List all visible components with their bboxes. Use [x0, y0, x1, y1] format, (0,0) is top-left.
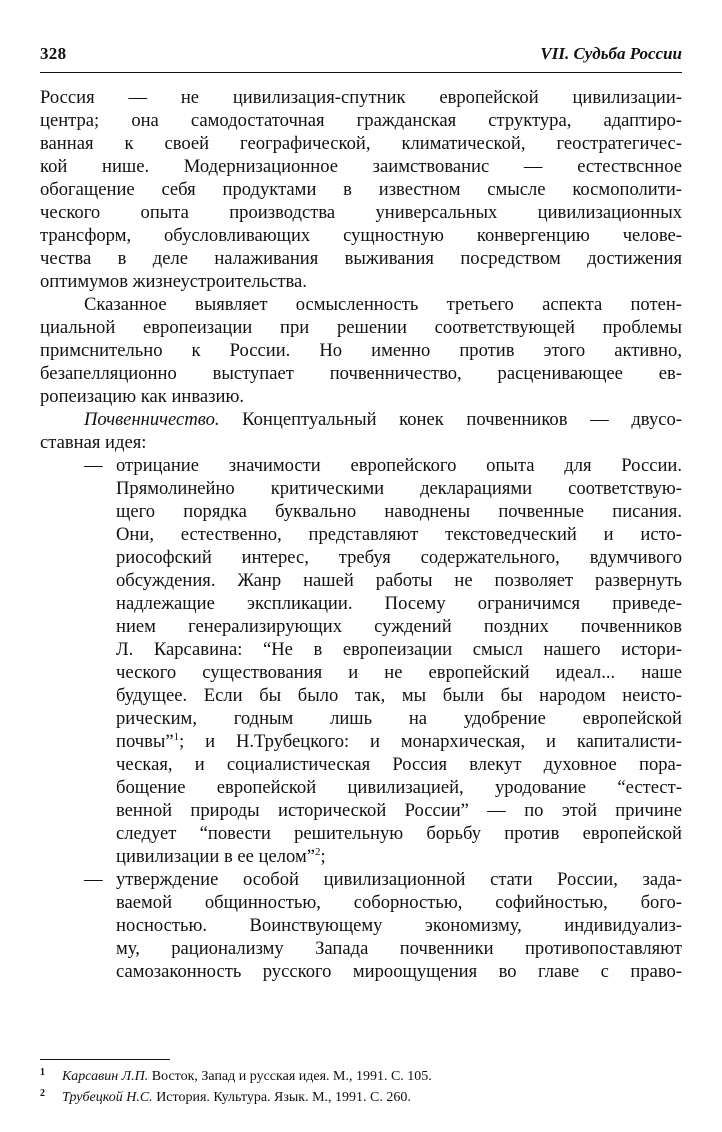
text-line: риософский интерес, требуя содержательного, вдумчивого: [116, 547, 682, 568]
footnote-author: Карсавин Л.П.: [62, 1069, 149, 1084]
list-item-line: [40, 454, 682, 477]
text-line: бощение европейской цивилизацией, уродование “естест-: [116, 777, 682, 798]
text-fragment: отрицание значимости европейского опыта для России.: [116, 455, 682, 476]
footnote-rule: [40, 1059, 170, 1060]
text-fragment: ; и Н.Трубецкого: и монархическая, и капиталисти-: [179, 731, 682, 752]
text-fragment: почвы”: [116, 731, 174, 752]
text-line: му, рационализму Запада почвенники противопоставляют: [116, 938, 682, 959]
text-line: Они, естественно, представляют текстоведческий и исто-: [116, 524, 682, 545]
text-line: безапелляционно выступает почвенничество, расценивающее ев-: [40, 363, 682, 384]
text-line: рическим, годным лишь на удобрение европейской: [116, 708, 682, 729]
text-fragment: цивилизации в ее целом”: [116, 846, 315, 867]
text-line: ческого опыта производства универсальных цивилизационных: [40, 202, 682, 223]
text-line: носностью. Воинствующему экономизму, индивидуализ-: [116, 915, 682, 936]
text-line: венной природы исторической России” — по этой причине: [116, 800, 682, 821]
body-text: [40, 86, 682, 983]
text-line: Прямолинейно критическими декларациями соответствую-: [116, 478, 682, 499]
running-head: VII. Судьба России: [540, 44, 682, 63]
text-fragment: ;: [320, 846, 326, 867]
footnote-author: Трубецкой Н.С.: [62, 1090, 153, 1105]
text-line: кой нише. Модернизационное заимствованис — естествснное: [40, 156, 682, 177]
text-line: ваемой общинностью, соборностью, софийностью, бого-: [116, 892, 682, 913]
text-line: трансформ, обусловливающих сущностную конвергенцию челове-: [40, 225, 682, 246]
text-line: ческая, и социалистическая Россия влекут духовное пора-: [116, 754, 682, 775]
list-dash: —: [84, 869, 103, 890]
page-number: 328: [40, 44, 67, 63]
text-line: щего порядка буквально наводнены почвенные писания.: [116, 501, 682, 522]
list-item-line: [40, 868, 682, 891]
text-line: будущее. Если бы было так, мы были бы народом неисто-: [116, 685, 682, 706]
text-line: чества в деле налаживания выживания посредством достижения: [40, 248, 682, 269]
text-line: следует “повести решительную борьбу против европейской: [116, 823, 682, 844]
footnote-number: 2: [40, 1088, 45, 1099]
text-line: Сказанное выявляет осмысленность третьего аспекта потен-: [84, 294, 682, 315]
text-line: примснительно к России. Но именно против этого активно,: [40, 340, 682, 361]
footnote: [40, 1087, 682, 1108]
text-fragment: Концептуальный конек почвенников — двусо-: [242, 409, 682, 430]
text-line: надлежащие экспликации. Посему ограничимся приведе-: [116, 593, 682, 614]
text-line: центра; она самодостаточная гражданская структура, адаптиро-: [40, 110, 682, 131]
section-term: Почвенничество.: [84, 409, 220, 430]
text-line: обсуждения. Жанр нашей работы не позволяет развернуть: [116, 570, 682, 591]
text-line: Л. Карсавина: “Не в европеизации смысл нашего истори-: [116, 639, 682, 660]
text-line: самозаконность русского мироощущения во главе с право-: [116, 961, 682, 982]
text-line: ческого существования и не европейский идеал... наше: [116, 662, 682, 683]
footnote-number: 1: [40, 1067, 45, 1078]
footnote-ref: 2: [314, 846, 321, 858]
page-header: [40, 44, 682, 70]
text-line: [40, 730, 682, 753]
footnote-text: История. Культура. Язык. М., 1991. С. 260.: [156, 1090, 411, 1105]
footnotes: [40, 1066, 682, 1108]
text-line: [40, 408, 682, 431]
header-rule: [40, 72, 682, 73]
text-line: Россия — не цивилизация-спутник европейской цивилизации-: [40, 87, 682, 108]
footnote: [40, 1066, 682, 1087]
text-line: нием генерализирующих суждений поздних почвенников: [116, 616, 682, 637]
text-line: циальной европеизации при решении соответствующей проблемы: [40, 317, 682, 338]
text-line: оптимумов жизнеустроительства.: [40, 271, 307, 292]
text-line: [40, 845, 682, 868]
text-line: ропеизацию как инвазию.: [40, 386, 244, 407]
text-line: ванная к своей географической, климатической, геостратегичес-: [40, 133, 682, 154]
footnote-text: Восток, Запад и русская идея. М., 1991. С. 105.: [151, 1069, 432, 1084]
list-dash: —: [84, 455, 103, 476]
text-line: обогащение себя продуктами в известном смысле космополити-: [40, 179, 682, 200]
footnote-ref: 1: [173, 731, 180, 743]
text-line: ставная идея:: [40, 432, 147, 453]
text-fragment: утверждение особой цивилизационной стати России, зада-: [116, 869, 682, 890]
